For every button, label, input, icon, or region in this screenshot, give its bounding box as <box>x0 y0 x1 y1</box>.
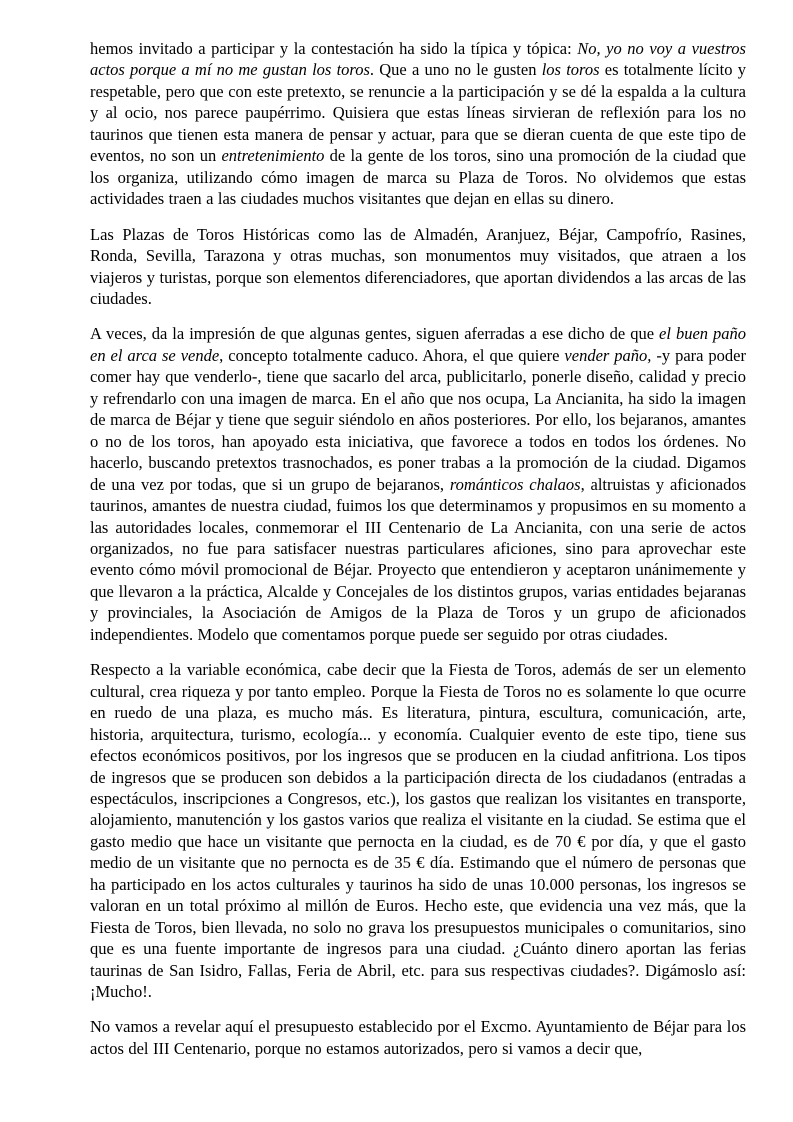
text-run: , concepto totalmente caduco. Ahora, el que quiere <box>219 345 565 365</box>
text-column <box>90 38 746 1059</box>
paragraph <box>90 38 746 210</box>
text-run: es totalmente lícito y respetable, pero que con este pretexto, se renuncie a la participación y se dé la espalda a la cultura y al ocio, nos parece paupérrimo. Quisiera que estas líneas sirvieran de reflexión para los no taurinos que tienen esta manera de pensar y actuar, para que se dieran cuenta de que este tipo de eventos, no son un <box>90 60 746 166</box>
paragraph <box>90 323 746 645</box>
text-run: No, yo no voy a vuestros actos porque a mí no me gustan los toros <box>90 39 746 80</box>
paragraph <box>90 659 746 1002</box>
text-run: . Que a uno no le gusten <box>369 60 542 80</box>
text-run: hemos invitado a participar y la contestación ha sido la típica y tópica: <box>90 39 578 58</box>
text-run: el buen paño en el arca se vende <box>90 324 746 365</box>
text-run: de la gente de los toros, sino una promoción de la ciudad que los organiza, utilizando cómo imagen de marca su Plaza de Toros. No olvidemos que estas actividades traen a las ciudades muchos visitantes que dejan en ellas su dinero. <box>90 146 746 209</box>
text-run: No vamos a revelar aquí el presupuesto establecido por el Excmo. Ayuntamiento de Béjar para los actos del III Centenario, porque no estamos autorizados, pero si vamos a decir que, <box>90 1017 746 1058</box>
paragraph <box>90 224 746 310</box>
paragraph <box>90 1016 746 1059</box>
text-run: A veces, da la impresión de que algunas gentes, siguen aferradas a ese dicho de que <box>90 324 660 344</box>
text-run: Respecto a la variable económica, cabe decir que la Fiesta de Toros, además de ser un elemento cultural, crea riqueza y por tanto empleo. Porque la Fiesta de Toros no es solamente lo que ocurre en ruedo de una plaza, es mucho más. Es literatura, pintura, escultura, comunicación, arte, historia, arquitectura, turismo, ecología... y economía. Cualquier evento de este tipo, tiene sus efectos económicos positivos, por los ingresos que se producen en la ciudad anfitriona. Los tipos de ingresos que se producen son debidos a la participación directa de los ciudadanos (entradas a espectáculos, inscripciones a Congresos, etc.), los gastos que realizan los visitantes en transporte, alojamiento, manutención y los gastos varios que realiza el visitante en la ciudad. Se estima que el gasto medio que hace un visitante que pernocta en la ciudad, es de 70 € por día, y que el gasto medio de un visitante que no pernocta es de 35 € día. Estimando que el número de personas que ha participado en los actos culturales y taurinos ha sido de unas 10.000 personas, los ingresos se valoran en un total próximo al millón de Euros. Hecho este, que evidencia una vez más, que la Fiesta de Toros, bien llevada, no solo no grava los presupuestos municipales o comunitarios, sino que es una fuente importante de ingresos para una ciudad. ¿Cuánto dinero aportan las ferias taurinas de San Isidro, Fallas, Feria de Abril, etc. para sus respectivas ciudades?. Digámoslo así: ¡Mucho!. <box>90 660 746 1002</box>
text-run: románticos chalaos <box>449 474 581 494</box>
text-run: vender paño, <box>564 345 652 365</box>
text-run: -y para poder comer hay que venderlo-, tiene que sacarlo del arca, publicitarlo, ponerle diseño, calidad y precio y refrendarlo con una imagen de marca. En el año que nos ocupa, La Ancianita, ha sido la imagen de marca de Béjar y tiene que seguir siéndolo en años posteriores. Por ello, los bejaranos, amantes o no de los toros, han apoyado esta iniciativa, que favorece a todos en todos los órdenes. No hacerlo, buscando pretextos trasnochados, es poner trabas a la promoción de la ciudad. Digamos de una vez por todas, que si un grupo de bejaranos, <box>90 345 746 494</box>
text-run: los toros <box>541 60 600 80</box>
text-run: Las Plazas de Toros Históricas como las de Almadén, Aranjuez, Béjar, Campofrío, Rasines, Ronda, Sevilla, Tarazona y otras muchas, son monumentos muy visitados, que atraen a los viajeros y turistas, porque son elementos diferenciadores, que aportan dividendos a las arcas de las ciudades. <box>90 224 746 308</box>
text-run: , altruistas y aficionados taurinos, amantes de nuestra ciudad, fuimos los que determinamos y propusimos en su momento a las autoridades locales, conmemorar el III Centenario de La Ancianita, con una serie de actos organizados, no fue para satisfacer nuestras particulares aficiones, sino para aprovechar este evento cómo móvil promocional de Béjar. Proyecto que entendieron y aceptaron unánimemente y que llevaron a la práctica, Alcalde y Concejales de los distintos grupos, varias entidades bejaranas y provinciales, la Asociación de Amigos de la Plaza de Toros y un grupo de aficionados independientes. Modelo que comentamos porque puede ser seguido por otras ciudades. <box>90 474 746 644</box>
text-run: entretenimiento <box>221 146 325 166</box>
